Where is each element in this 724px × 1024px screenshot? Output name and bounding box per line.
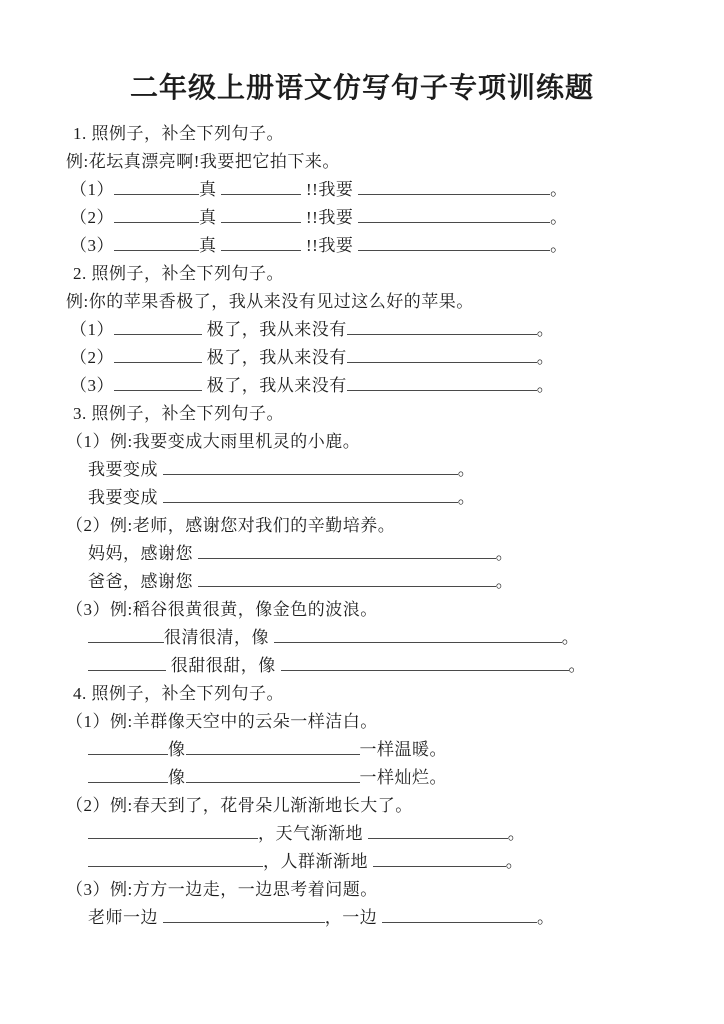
answer-blank bbox=[88, 823, 258, 839]
fill-line bbox=[0, 568, 724, 596]
text-segment: （3） bbox=[70, 236, 114, 255]
answer-blank bbox=[114, 375, 202, 391]
numbered-fill-line bbox=[0, 204, 724, 232]
text-segment: 像 bbox=[168, 768, 186, 787]
answer-blank bbox=[88, 767, 168, 783]
text-segment: 例:你的苹果香极了，我从来没有见过这么好的苹果。 bbox=[66, 292, 474, 311]
text-segment: ，天气渐渐地 bbox=[258, 824, 368, 843]
text-segment: 真 bbox=[199, 208, 222, 227]
example-sentence bbox=[0, 288, 724, 316]
answer-blank bbox=[347, 347, 537, 363]
text-segment: 。 bbox=[457, 460, 476, 479]
fill-line bbox=[0, 764, 724, 792]
example-sentence bbox=[0, 708, 724, 736]
answer-blank bbox=[88, 851, 263, 867]
answer-blank bbox=[373, 851, 506, 867]
text-segment: 。 bbox=[507, 824, 526, 843]
text-segment: 我要变成 bbox=[88, 460, 163, 479]
worksheet-body bbox=[0, 120, 724, 932]
text-segment: 极了，我从来没有 bbox=[202, 320, 347, 339]
text-segment: 。 bbox=[536, 348, 555, 367]
text-segment: ，一边 bbox=[324, 908, 382, 927]
text-segment: 例:花坛真漂亮啊!我要把它拍下来。 bbox=[66, 152, 340, 171]
text-segment: （2）例:老师，感谢您对我们的辛勤培养。 bbox=[66, 516, 396, 535]
fill-line bbox=[0, 848, 724, 876]
answer-blank bbox=[186, 739, 360, 755]
section-heading bbox=[0, 400, 724, 428]
example-sentence bbox=[0, 148, 724, 176]
answer-blank bbox=[221, 179, 301, 195]
text-segment: （2） bbox=[70, 208, 114, 227]
fill-line bbox=[0, 904, 724, 932]
answer-blank bbox=[274, 627, 562, 643]
text-segment: （1） bbox=[70, 180, 114, 199]
text-segment: （1）例:我要变成大雨里机灵的小鹿。 bbox=[66, 432, 361, 451]
text-segment: 。 bbox=[495, 544, 514, 563]
answer-blank bbox=[347, 319, 537, 335]
numbered-fill-line bbox=[0, 232, 724, 260]
answer-blank bbox=[358, 179, 550, 195]
example-sentence bbox=[0, 792, 724, 820]
answer-blank bbox=[163, 459, 458, 475]
text-segment: 一样温暖。 bbox=[359, 740, 447, 759]
text-segment: 真 bbox=[199, 180, 222, 199]
text-segment: 很甜很甜，像 bbox=[166, 656, 281, 675]
answer-blank bbox=[88, 627, 164, 643]
answer-blank bbox=[382, 907, 537, 923]
numbered-fill-line bbox=[0, 316, 724, 344]
answer-blank bbox=[368, 823, 508, 839]
numbered-fill-line bbox=[0, 372, 724, 400]
fill-line bbox=[0, 540, 724, 568]
text-segment: 。 bbox=[550, 236, 568, 255]
fill-line bbox=[0, 652, 724, 680]
answer-blank bbox=[114, 179, 199, 195]
fill-line bbox=[0, 456, 724, 484]
section-heading bbox=[0, 120, 724, 148]
text-segment: （1） bbox=[70, 320, 114, 339]
text-segment: （3）例:稻谷很黄很黄，像金色的波浪。 bbox=[66, 600, 378, 619]
answer-blank bbox=[198, 571, 496, 587]
text-segment: （2） bbox=[70, 348, 114, 367]
text-segment: 。 bbox=[550, 208, 568, 227]
text-segment: ，人群渐渐地 bbox=[263, 852, 373, 871]
text-segment: 老师一边 bbox=[88, 908, 163, 927]
answer-blank bbox=[358, 207, 550, 223]
text-segment: 像 bbox=[168, 740, 186, 759]
text-segment: 1. 照例子，补全下列句子。 bbox=[73, 124, 284, 143]
text-segment: 一样灿烂。 bbox=[359, 768, 447, 787]
answer-blank bbox=[114, 207, 199, 223]
text-segment: （3）例:方方一边走，一边思考着问题。 bbox=[66, 880, 378, 899]
answer-blank bbox=[358, 235, 550, 251]
text-segment: 爸爸，感谢您 bbox=[88, 572, 198, 591]
text-segment: 。 bbox=[495, 572, 514, 591]
answer-blank bbox=[281, 655, 569, 671]
example-sentence bbox=[0, 876, 724, 904]
page-title: 二年级上册语文仿写句子专项训练题 bbox=[129, 73, 594, 104]
answer-blank bbox=[347, 375, 537, 391]
text-segment: 2. 照例子，补全下列句子。 bbox=[73, 264, 284, 283]
answer-blank bbox=[114, 235, 199, 251]
example-sentence bbox=[0, 512, 724, 540]
answer-blank bbox=[114, 347, 202, 363]
answer-blank bbox=[186, 767, 360, 783]
text-segment: 。 bbox=[568, 656, 586, 675]
text-segment: 。 bbox=[536, 376, 555, 395]
section-heading bbox=[0, 260, 724, 288]
fill-line bbox=[0, 624, 724, 652]
text-segment: 很清很清，像 bbox=[164, 628, 274, 647]
text-segment: 。 bbox=[505, 852, 524, 871]
text-segment: 。 bbox=[537, 908, 555, 927]
text-segment: （3） bbox=[70, 376, 114, 395]
text-segment: 真 bbox=[199, 236, 222, 255]
answer-blank bbox=[88, 739, 168, 755]
text-segment: 4. 照例子，补全下列句子。 bbox=[73, 684, 284, 703]
numbered-fill-line bbox=[0, 176, 724, 204]
answer-blank bbox=[163, 487, 458, 503]
text-segment: 极了，我从来没有 bbox=[202, 348, 347, 367]
text-segment: 。 bbox=[550, 180, 568, 199]
answer-blank bbox=[221, 207, 301, 223]
text-segment: 我要变成 bbox=[88, 488, 163, 507]
numbered-fill-line bbox=[0, 344, 724, 372]
text-segment: 。 bbox=[561, 628, 580, 647]
text-segment: 妈妈，感谢您 bbox=[88, 544, 198, 563]
text-segment: （2）例:春天到了，花骨朵儿渐渐地长大了。 bbox=[66, 796, 413, 815]
text-segment: （1）例:羊群像天空中的云朵一样洁白。 bbox=[66, 712, 378, 731]
text-segment: 。 bbox=[536, 320, 555, 339]
section-heading bbox=[0, 680, 724, 708]
fill-line bbox=[0, 820, 724, 848]
answer-blank bbox=[88, 655, 166, 671]
fill-line bbox=[0, 736, 724, 764]
text-segment: !!我要 bbox=[301, 208, 359, 227]
answer-blank bbox=[114, 319, 202, 335]
text-segment: !!我要 bbox=[301, 180, 359, 199]
answer-blank bbox=[163, 907, 325, 923]
text-segment: 。 bbox=[457, 488, 476, 507]
text-segment: !!我要 bbox=[301, 236, 359, 255]
fill-line bbox=[0, 484, 724, 512]
example-sentence bbox=[0, 596, 724, 624]
text-segment: 极了，我从来没有 bbox=[202, 376, 347, 395]
text-segment: 3. 照例子，补全下列句子。 bbox=[73, 404, 284, 423]
example-sentence bbox=[0, 428, 724, 456]
answer-blank bbox=[198, 543, 496, 559]
answer-blank bbox=[221, 235, 301, 251]
